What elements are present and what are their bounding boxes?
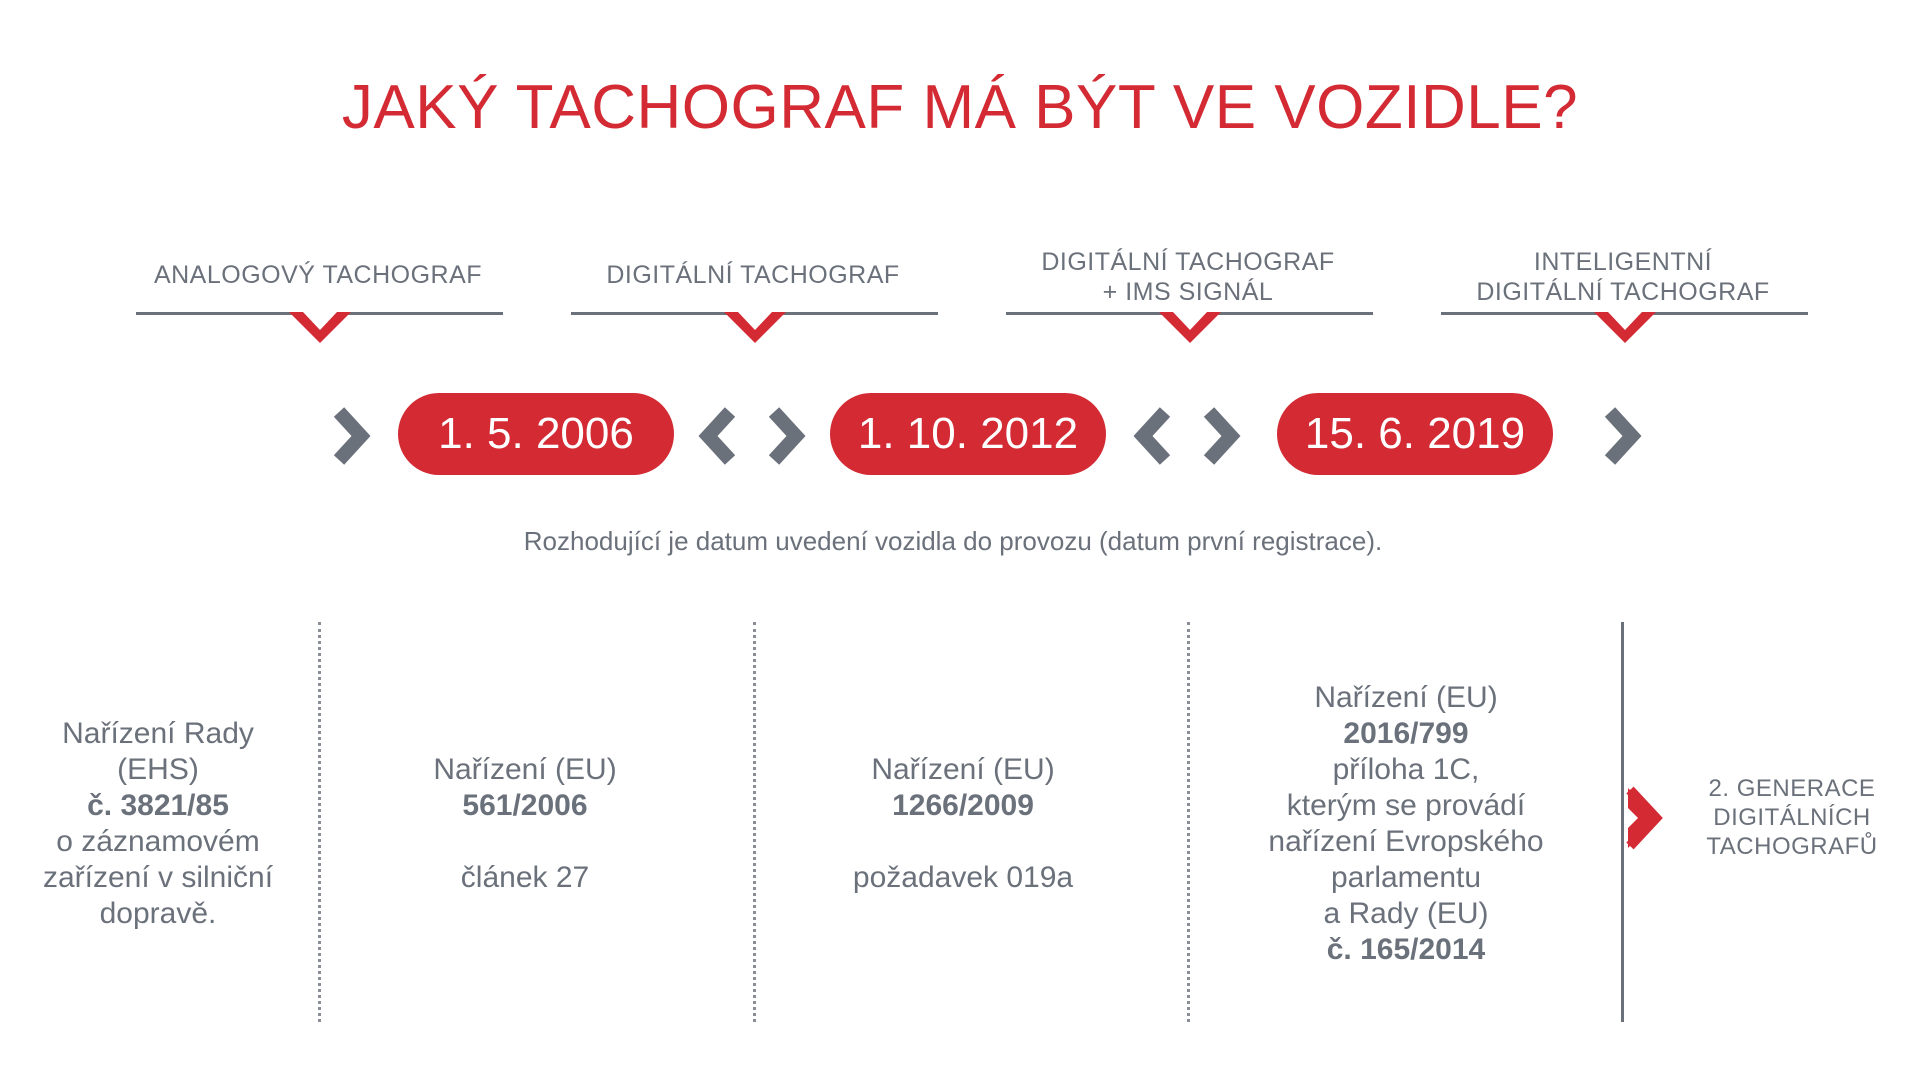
regulation-number: 1266/2009	[892, 789, 1034, 822]
chevron-left-icon	[708, 412, 730, 460]
regulation-line	[813, 824, 1113, 860]
regulation-line: článek 27	[460, 861, 590, 894]
date-pill-2019: 15. 6. 2019	[1277, 393, 1553, 475]
date-pill-2006: 1. 5. 2006	[398, 393, 674, 475]
era-label-line: INTELIGENTNÍ	[1533, 248, 1713, 276]
era-label-line: + IMS SIGNÁL	[1102, 278, 1274, 306]
generation-divider	[1621, 622, 1624, 1022]
chevron-right-icon	[339, 412, 361, 460]
regulation-line: příloha 1C,	[1332, 753, 1480, 786]
regulation-line: nařízení Evropského	[1268, 825, 1544, 858]
regulation-line: (EHS)	[117, 753, 199, 786]
regulation-line: požadavek 019a	[852, 861, 1074, 894]
column-divider	[753, 622, 756, 1022]
regulation-line: parlamentu	[1330, 861, 1482, 894]
generation-line: TACHOGRAFŮ	[1706, 833, 1878, 860]
era-label-line: DIGITÁLNÍ TACHOGRAF	[1476, 278, 1770, 306]
regulation-line: a Rady (EU)	[1323, 897, 1489, 930]
chevron-left-icon	[1143, 412, 1165, 460]
regulation-number: 561/2006	[462, 789, 588, 822]
regulation-line: dopravě.	[99, 897, 217, 930]
regulation-line	[375, 824, 675, 860]
generation-line: DIGITÁLNÍCH	[1713, 804, 1871, 831]
era-label-line: DIGITÁLNÍ TACHOGRAF	[606, 261, 900, 289]
regulation-line: Nařízení (EU)	[1314, 681, 1498, 714]
chevron-right-icon	[1209, 412, 1231, 460]
regulation-number: č. 165/2014	[1326, 933, 1486, 966]
page-title: JAKÝ TACHOGRAF MÁ BÝT VE VOZIDLE?	[341, 73, 1579, 142]
generation-label	[1672, 774, 1912, 861]
regulation-column-4	[1236, 680, 1576, 968]
regulation-column-1	[18, 716, 298, 932]
regulation-line: Nařízení (EU)	[871, 753, 1055, 786]
date-pill-2012: 1. 10. 2012	[830, 393, 1106, 475]
regulation-line: o záznamovém	[56, 825, 260, 858]
column-divider	[318, 622, 321, 1022]
column-divider	[1187, 622, 1190, 1022]
regulation-column-3	[813, 752, 1113, 896]
chevron-right-icon	[1610, 412, 1632, 460]
registration-note: Rozhodující je datum uvedení vozidla do provozu (datum první registrace).	[523, 526, 1383, 556]
era-label-line: DIGITÁLNÍ TACHOGRAF	[1041, 248, 1335, 276]
regulation-line: Nařízení Rady	[62, 717, 254, 750]
chevron-right-icon	[774, 412, 796, 460]
regulation-number: 2016/799	[1343, 717, 1469, 750]
era-label-line: ANALOGOVÝ TACHOGRAF	[153, 261, 483, 289]
regulation-line: kterým se provádí	[1286, 789, 1526, 822]
regulation-column-2	[375, 752, 675, 896]
regulation-line: Nařízení (EU)	[433, 753, 617, 786]
generation-line: 2. GENERACE	[1708, 775, 1876, 802]
regulation-number: č. 3821/85	[87, 789, 229, 822]
regulation-line: zařízení v silniční	[42, 861, 274, 894]
